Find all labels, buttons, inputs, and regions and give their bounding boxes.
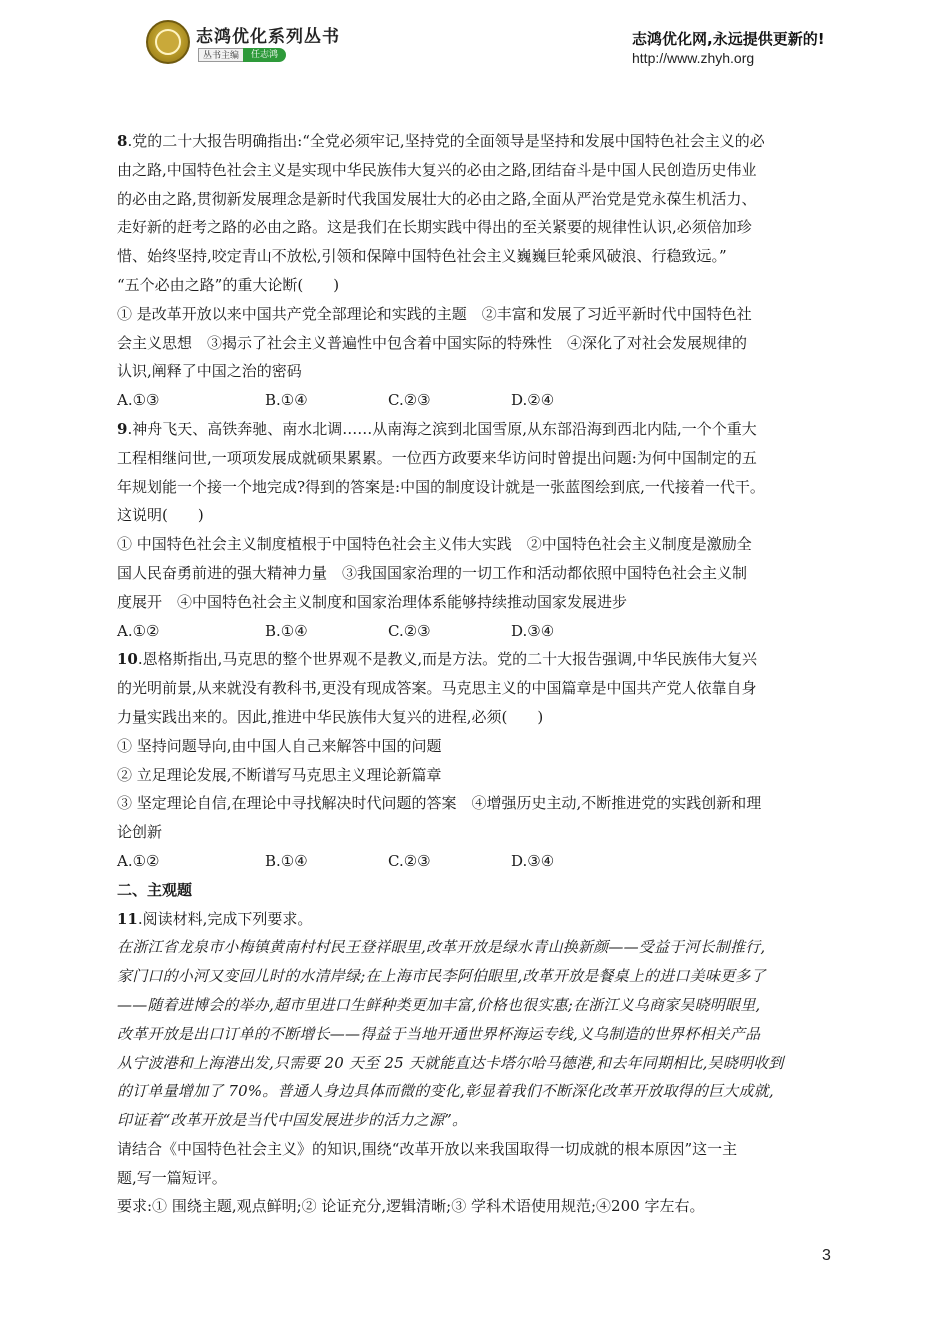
question-line: 度展开 ④中国特色社会主义制度和国家治理体系能够持续推动国家发展进步 <box>117 592 628 611</box>
option-c: C.②③ <box>388 851 431 870</box>
question-line: 论创新 <box>117 823 163 842</box>
page-number: 3 <box>822 1247 831 1264</box>
question-line: 认识,阐释了中国之治的密码 <box>117 362 302 381</box>
question-number: 9 <box>117 419 128 438</box>
option-b: B.①④ <box>265 851 308 870</box>
material-line: 改革开放是出口订单的不断增长——得益于当地开通世界杯海运专线,义乌制造的世界杯相关产品 <box>117 1024 761 1043</box>
question-10 <box>117 645 833 875</box>
question-number: 8 <box>117 132 128 150</box>
option-d: D.②④ <box>511 391 555 410</box>
question-line: 力量实践出来的。因此,推进中华民族伟大复兴的进程,必须( ) <box>117 707 544 726</box>
option-b: B.①④ <box>265 621 308 640</box>
question-number: 10 <box>117 650 138 669</box>
question-line: 年规划能一个接一个地完成?得到的答案是:中国的制度设计就是一张蓝图绘到底,一代接着一代干。 <box>117 477 765 496</box>
question-line: ① 是改革开放以来中国共产党全部理论和实践的主题 ②丰富和发展了习近平新时代中国特色社 <box>117 304 752 323</box>
option-a: A.①② <box>117 621 160 640</box>
page-header <box>0 0 950 90</box>
question-11 <box>117 905 833 1222</box>
material-line: 的订单量增加了 70%。普通人身边具体而微的变化,彰显着我们不断深化改革开放取得的巨大成就, <box>117 1082 774 1101</box>
question-line: 这说明( ) <box>117 506 204 525</box>
material-line: 家门口的小河又变回儿时的水清岸绿;在上海市民李阿伯眼里,改革开放是餐桌上的进口美味更多了 <box>117 967 766 986</box>
question-line: ① 坚持问题导向,由中国人自己来解答中国的问题 <box>117 736 442 755</box>
material-line: ——随着进博会的举办,超市里进口生鲜种类更加丰富,价格也很实惠;在浙江义乌商家吴晓明眼里, <box>117 995 761 1014</box>
editor-label: 丛书主编 <box>198 48 243 62</box>
question-line: 惜、始终坚持,咬定青山不放松,引领和保障中国特色社会主义巍巍巨轮乘风破浪、行稳致远。” <box>117 247 727 266</box>
document-body <box>117 127 833 1221</box>
question-line: 国人民奋勇前进的强大精神力量 ③我国国家治理的一切工作和活动都依照中国特色社会主义制 <box>117 563 748 582</box>
material-line: 印证着“改革开放是当代中国发展进步的活力之源”。 <box>117 1111 468 1130</box>
question-line: 8.党的二十大报告明确指出:“全党必须牢记,坚持党的全面领导是坚持和发展中国特色社会主义的必 <box>117 132 765 150</box>
question-number: 11 <box>117 909 138 928</box>
option-c: C.②③ <box>388 391 431 410</box>
question-line: 的必由之路,贯彻新发展理念是新时代我国发展壮大的必由之路,全面从严治党是党永葆生机活力、 <box>117 189 757 208</box>
question-line: 走好新的赶考之路的必由之路。这是我们在长期实践中得出的至关紧要的规律性认识,必须倍加珍 <box>117 218 752 237</box>
editor-name: 任志鸿 <box>243 48 286 62</box>
task-line: 题,写一篇短评。 <box>117 1168 227 1187</box>
question-line: ① 中国特色社会主义制度植根于中国特色社会主义伟大实践 ②中国特色社会主义制度是激励全 <box>117 535 752 554</box>
option-d: D.③④ <box>511 621 555 640</box>
question-line: “五个必由之路”的重大论断( ) <box>117 275 340 294</box>
option-b: B.①④ <box>265 391 308 410</box>
question-line: ② 立足理论发展,不断谱写马克思主义理论新篇章 <box>117 765 442 784</box>
section-heading: 二、主观题 <box>117 880 193 899</box>
question-line: ③ 坚定理论自信,在理论中寻找解决时代问题的答案 ④增强历史主动,不断推进党的实践创新和理 <box>117 794 762 813</box>
answer-options <box>117 617 833 646</box>
question-9 <box>117 415 833 645</box>
requirements-line: 要求:① 围绕主题,观点鲜明;② 论证充分,逻辑清晰;③ 学科术语使用规范;④200 字左右。 <box>117 1197 705 1216</box>
answer-options <box>117 386 833 415</box>
task-line: 请结合《中国特色社会主义》的知识,围绕“改革开放以来我国取得一切成就的根本原因”这一主 <box>117 1139 738 1158</box>
question-8 <box>117 127 833 415</box>
question-line: 10.恩格斯指出,马克思的整个世界观不是教义,而是方法。党的二十大报告强调,中华民族伟大复兴 <box>117 650 757 669</box>
question-line: 9.神舟飞天、高铁奔驰、南水北调……从南海之滨到北国雪原,从东部沿海到西北内陆,一个个重大 <box>117 419 757 438</box>
series-title: 志鸿优化系列丛书 <box>196 27 340 47</box>
question-line: 由之路,中国特色社会主义是实现中华民族伟大复兴的必由之路,团结奋斗是中国人民创造历史伟业 <box>117 160 757 179</box>
answer-options <box>117 847 833 876</box>
question-line: 工程相继问世,一项项发展成就硕果累累。一位西方政要来华访问时曾提出问题:为何中国制定的五 <box>117 448 757 467</box>
material-line: 从宁波港和上海港出发,只需要 20 天至 25 天就能直达卡塔尔哈马德港,和去年同期相比,吴晓明收到 <box>117 1053 784 1072</box>
site-url: http://www.zhyh.org <box>632 50 755 66</box>
question-line: 会主义思想 ③揭示了社会主义普遍性中包含着中国实际的特殊性 ④深化了对社会发展规律的 <box>117 333 748 352</box>
editor-badge <box>198 48 286 62</box>
option-c: C.②③ <box>388 621 431 640</box>
question-line: 的光明前景,从来就没有教科书,更没有现成答案。马克思主义的中国篇章是中国共产党人依靠自身 <box>117 679 757 698</box>
seal-logo-icon <box>146 20 190 64</box>
question-line: 11.阅读材料,完成下列要求。 <box>117 909 313 928</box>
reading-material <box>117 933 833 1135</box>
material-line: 在浙江省龙泉市小梅镇黄南村村民王登祥眼里,改革开放是绿水青山换新颜——受益于河长制推行, <box>117 938 766 957</box>
option-a: A.①③ <box>117 391 160 410</box>
option-a: A.①② <box>117 851 160 870</box>
option-d: D.③④ <box>511 851 555 870</box>
header-slogan: 志鸿优化网,永远提供更新的! <box>632 30 825 48</box>
